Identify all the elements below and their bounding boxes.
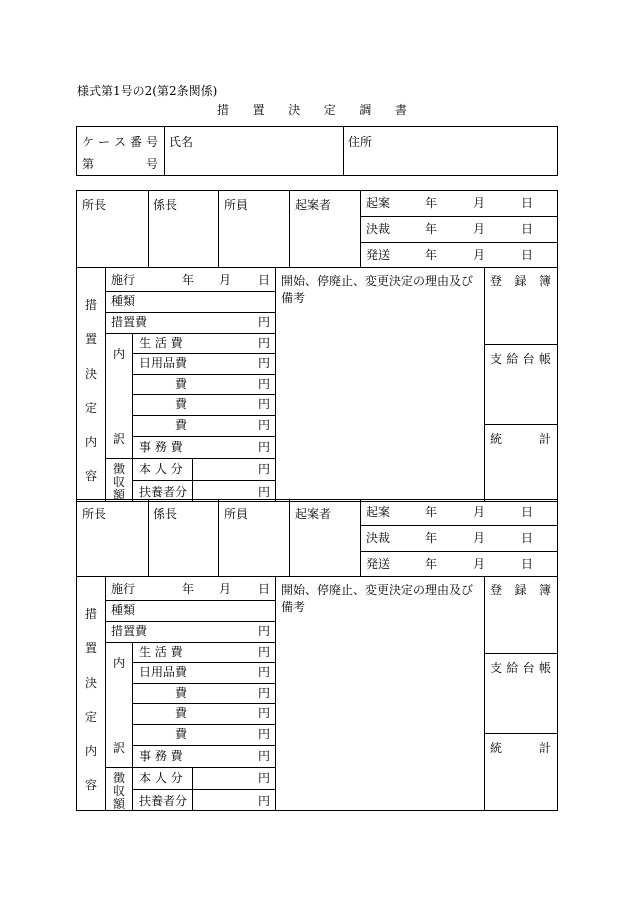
side-label-char: 置 bbox=[84, 641, 97, 655]
date-month: 月 bbox=[473, 248, 486, 262]
right-box-char: 録 bbox=[514, 274, 527, 288]
approval-label: 所員 bbox=[224, 198, 249, 212]
uchiwake-char: 内 bbox=[112, 347, 125, 361]
right-box-char: 支 bbox=[490, 661, 503, 675]
side-label-char: 内 bbox=[84, 744, 97, 758]
right-box-char: 台 bbox=[522, 352, 535, 366]
date-year: 年 bbox=[425, 222, 438, 236]
side-label-char: 措 bbox=[84, 298, 97, 312]
shikou-label: 施行 bbox=[111, 273, 136, 287]
choshu-char: 徴 bbox=[112, 771, 125, 785]
shurui-label: 種類 bbox=[111, 603, 136, 617]
yen-unit: 円 bbox=[258, 336, 271, 350]
yen-unit: 円 bbox=[258, 727, 271, 741]
yen-unit: 円 bbox=[258, 665, 271, 679]
date-row-label: 起案 bbox=[366, 505, 391, 519]
uchiwake-char: 内 bbox=[112, 656, 125, 670]
reason-label: 開始、停廃止、変更決定の理由及び備考 bbox=[281, 583, 474, 614]
date-day: 日 bbox=[521, 248, 534, 262]
uchiwake-char: 訳 bbox=[112, 741, 125, 755]
yen-unit: 円 bbox=[258, 418, 271, 432]
breakdown-label: 日用品費 bbox=[139, 356, 188, 370]
right-box-label bbox=[490, 741, 551, 755]
title-char: 定 bbox=[323, 103, 336, 117]
date-month: 月 bbox=[473, 505, 486, 519]
date-year: 年 bbox=[425, 248, 438, 262]
title-char: 措 bbox=[217, 103, 230, 117]
yen-unit: 円 bbox=[258, 749, 271, 763]
date-month: 月 bbox=[473, 557, 486, 571]
choshu-label: 扶養者分 bbox=[139, 485, 188, 499]
date-row-label: 決裁 bbox=[366, 222, 391, 236]
right-box-char: 簿 bbox=[538, 583, 551, 597]
title-char: 置 bbox=[252, 103, 265, 117]
breakdown-label: 生 活 費 bbox=[139, 645, 183, 659]
title-char: 調 bbox=[359, 103, 372, 117]
choshu-char: 徴 bbox=[112, 462, 125, 476]
date-day: 日 bbox=[521, 222, 534, 236]
yen-unit: 円 bbox=[258, 356, 271, 370]
right-box-char: 計 bbox=[538, 741, 551, 755]
approval-label: 所長 bbox=[82, 198, 107, 212]
right-box-label bbox=[490, 661, 551, 675]
approval-label: 係長 bbox=[153, 198, 178, 212]
date-row-label: 起案 bbox=[366, 196, 391, 210]
approval-label: 所長 bbox=[82, 507, 107, 521]
right-box-char: 支 bbox=[490, 352, 503, 366]
date-month: 月 bbox=[473, 196, 486, 210]
breakdown-label: 費 bbox=[175, 377, 188, 391]
date-day: 日 bbox=[521, 196, 534, 210]
yen-unit: 円 bbox=[258, 485, 271, 499]
yen-unit: 円 bbox=[258, 377, 271, 391]
side-label-char: 定 bbox=[84, 710, 97, 724]
date-month: 月 bbox=[473, 531, 486, 545]
right-box-char: 台 bbox=[522, 661, 535, 675]
right-box-char: 簿 bbox=[538, 274, 551, 288]
right-box-label bbox=[490, 432, 551, 446]
choshu-char: 額 bbox=[112, 488, 125, 502]
yen-unit: 円 bbox=[258, 315, 271, 329]
form-label: 様式第1号の2(第2条関係) bbox=[77, 84, 218, 98]
yen-unit: 円 bbox=[258, 794, 271, 808]
breakdown-label: 費 bbox=[175, 418, 188, 432]
side-label-char: 決 bbox=[84, 676, 97, 690]
uchiwake-char: 訳 bbox=[112, 432, 125, 446]
approval-label: 起案者 bbox=[295, 507, 332, 521]
breakdown-label: 費 bbox=[175, 397, 188, 411]
date-row-label: 発送 bbox=[366, 248, 391, 262]
shikou-month: 月 bbox=[219, 582, 232, 596]
yen-unit: 円 bbox=[258, 440, 271, 454]
shikou-day: 日 bbox=[258, 273, 271, 287]
choshu-label: 本 人 分 bbox=[139, 771, 183, 785]
right-box-char: 登 bbox=[490, 583, 503, 597]
choshu-char: 収 bbox=[112, 784, 125, 798]
breakdown-label: 費 bbox=[175, 727, 188, 741]
right-box-char: 帳 bbox=[538, 352, 551, 366]
shikou-year: 年 bbox=[182, 582, 195, 596]
name-label: 氏名 bbox=[169, 135, 194, 149]
yen-unit: 円 bbox=[258, 624, 271, 638]
yen-unit: 円 bbox=[258, 706, 271, 720]
breakdown-label: 生 活 費 bbox=[139, 336, 183, 350]
case-number-value: 第 号 bbox=[82, 157, 158, 171]
approval-label: 起案者 bbox=[295, 198, 332, 212]
document-title bbox=[217, 103, 407, 117]
right-box-char: 録 bbox=[514, 583, 527, 597]
side-label-char: 置 bbox=[84, 332, 97, 346]
right-box-char: 給 bbox=[506, 661, 519, 675]
shikou-label: 施行 bbox=[111, 582, 136, 596]
side-label-char: 容 bbox=[84, 778, 97, 792]
title-char: 決 bbox=[288, 103, 301, 117]
approval-label: 所員 bbox=[224, 507, 249, 521]
yen-unit: 円 bbox=[258, 462, 271, 476]
right-box-label bbox=[490, 583, 551, 597]
date-year: 年 bbox=[425, 557, 438, 571]
shurui-label: 種類 bbox=[111, 294, 136, 308]
shikou-day: 日 bbox=[258, 582, 271, 596]
yen-unit: 円 bbox=[258, 686, 271, 700]
breakdown-label: 事 務 費 bbox=[139, 749, 183, 763]
address-label: 住所 bbox=[348, 135, 373, 149]
case-number-label: ケ ー ス 番 号 bbox=[82, 135, 158, 149]
date-year: 年 bbox=[425, 196, 438, 210]
right-box-label bbox=[490, 274, 551, 288]
yen-unit: 円 bbox=[258, 397, 271, 411]
right-box-char: 統 bbox=[490, 432, 503, 446]
title-char: 書 bbox=[394, 103, 407, 117]
breakdown-label: 費 bbox=[175, 706, 188, 720]
date-year: 年 bbox=[425, 531, 438, 545]
date-row-label: 発送 bbox=[366, 557, 391, 571]
sochihi-label: 措置費 bbox=[111, 624, 148, 638]
choshu-label: 本 人 分 bbox=[139, 462, 183, 476]
choshu-label: 扶養者分 bbox=[139, 794, 188, 808]
choshu-char: 額 bbox=[112, 797, 125, 811]
right-box-char: 給 bbox=[506, 352, 519, 366]
date-day: 日 bbox=[521, 557, 534, 571]
side-label-char: 容 bbox=[84, 469, 97, 483]
date-year: 年 bbox=[425, 505, 438, 519]
breakdown-label: 費 bbox=[175, 686, 188, 700]
right-box-char: 登 bbox=[490, 274, 503, 288]
yen-unit: 円 bbox=[258, 645, 271, 659]
date-day: 日 bbox=[521, 531, 534, 545]
right-box-char: 帳 bbox=[538, 661, 551, 675]
approval-label: 係長 bbox=[153, 507, 178, 521]
right-box-char: 計 bbox=[538, 432, 551, 446]
yen-unit: 円 bbox=[258, 771, 271, 785]
side-label-char: 定 bbox=[84, 401, 97, 415]
side-label-char: 内 bbox=[84, 435, 97, 449]
shikou-year: 年 bbox=[182, 273, 195, 287]
right-box-label bbox=[490, 352, 551, 366]
breakdown-label: 事 務 費 bbox=[139, 440, 183, 454]
reason-label: 開始、停廃止、変更決定の理由及び備考 bbox=[281, 274, 474, 305]
side-label-char: 決 bbox=[84, 367, 97, 381]
shikou-month: 月 bbox=[219, 273, 232, 287]
side-label-char: 措 bbox=[84, 607, 97, 621]
breakdown-label: 日用品費 bbox=[139, 665, 188, 679]
date-row-label: 決裁 bbox=[366, 531, 391, 545]
right-box-char: 統 bbox=[490, 741, 503, 755]
sochihi-label: 措置費 bbox=[111, 315, 148, 329]
choshu-char: 収 bbox=[112, 475, 125, 489]
date-day: 日 bbox=[521, 505, 534, 519]
date-month: 月 bbox=[473, 222, 486, 236]
